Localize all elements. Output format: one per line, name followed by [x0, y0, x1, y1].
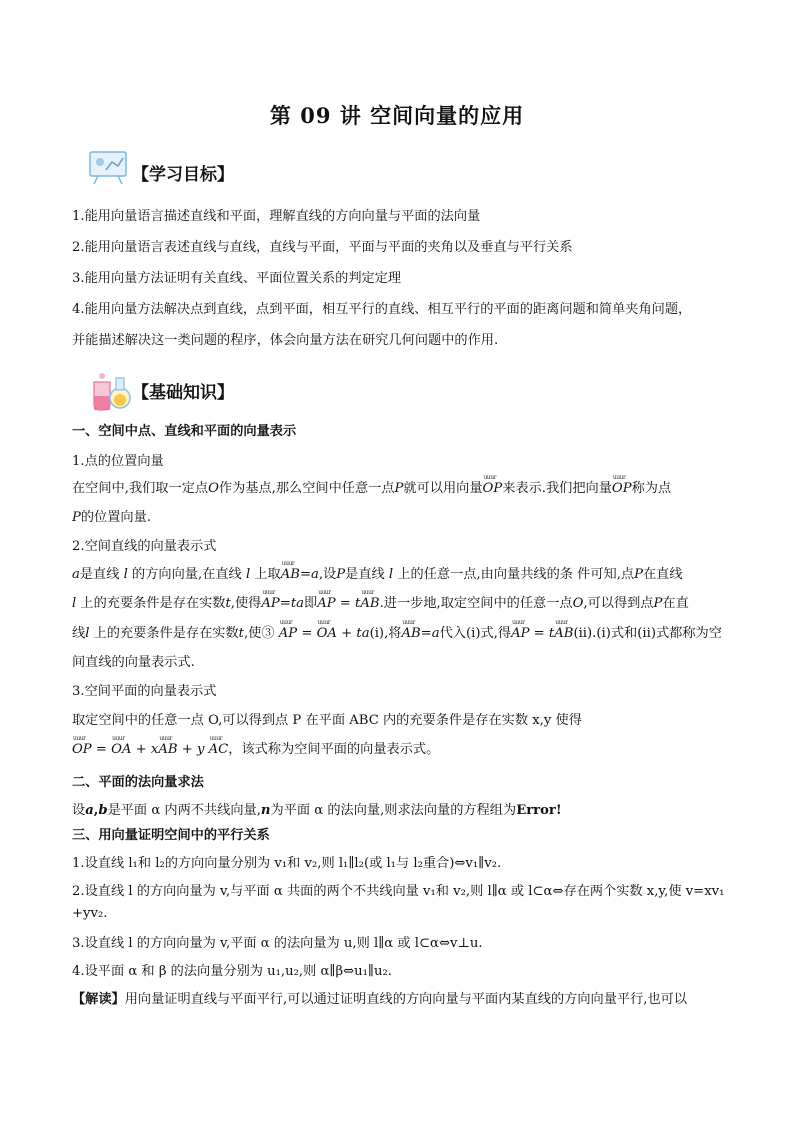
goal-item-4-cont: 并能描述解决这一类问题的程序，体会向量方法在研究几何问题中的作用. [72, 333, 499, 348]
paragraph-s2-line1: a是直线 l 的方向向量,在直线 l 上取uuur AB=a,设P是直线 l 上的任意一点,由向量共线的条 件可知,点P在直线 [72, 563, 683, 582]
paragraph-s2-line2: l 上的充要条件是存在实数t,使得uuur AP=ta即uuur AP = tuuur AB.进一步地,取定空间中的任意一点O,可以得到点P在直 [72, 592, 689, 611]
teaching-board-icon [88, 150, 136, 186]
section-label-goals: 【学习目标】 [132, 165, 234, 185]
flask-icon [88, 368, 136, 412]
heading-2: 二、平面的法向量求法 [72, 775, 204, 790]
paragraph-s3-line1: 取定空间中的任意一点 O,可以得到点 P 在平面 ABC 内的充要条件是存在实数 x,y 使得 [72, 713, 582, 728]
heading-3: 三、用向量证明空间中的平行关系 [72, 828, 270, 843]
parallel-item-4: 4.设平面 α 和 β 的法向量分别为 u₁,u₂,则 α∥β⇔u₁∥u₂. [72, 964, 392, 979]
paragraph-s1-line2: P的位置向量. [72, 510, 152, 525]
subheading-2: 2.空间直线的向量表示式 [72, 539, 217, 554]
paragraph-s2-line3: 线l 上的充要条件是存在实数t,使③ uuur AP = uuur OA + ta(i),将uuur AB=a代入(i)式,得uuur AP = tuuur AB(ii).(i)式和(ii)式都称为空 [72, 622, 722, 641]
parallel-item-3: 3.设直线 l 的方向向量为 v,平面 α 的法向量为 u,则 l∥α 或 l⊂α⇔v⊥u. [72, 936, 483, 951]
paragraph-s3-line2: uuur OP = uuur OA + xuuur AB + y uuur AC，该式称为空间平面的向量表示式。 [72, 738, 439, 757]
paragraph-normal-vector: 设a,b是平面 α 内两不共线向量,n为平面 α 的法向量,则求法向量的方程组为Error! [72, 803, 562, 818]
heading-1: 一、空间中点、直线和平面的向量表示 [72, 424, 297, 439]
section-label-basics: 【基础知识】 [132, 383, 234, 403]
page-title: 第 09 讲 空间向量的应用 [269, 103, 525, 128]
parallel-item-2-cont: +yv₂. [72, 906, 108, 921]
goal-item-1: 1.能用向量语言描述直线和平面，理解直线的方向向量与平面的法向量 [72, 209, 481, 224]
subheading-3: 3.空间平面的向量表示式 [72, 684, 217, 699]
subheading-1: 1.点的位置向量 [72, 454, 164, 469]
goal-item-2: 2.能用向量语言表述直线与直线，直线与平面，平面与平面的夹角以及垂直与平行关系 [72, 240, 573, 255]
parallel-item-2: 2.设直线 l 的方向向量为 v,与平面 α 共面的两个不共线向量 v₁和 v₂,则 l∥α 或 l⊂α⇔存在两个实数 x,y,使 v=xv₁ [72, 884, 725, 899]
parallel-item-1: 1.设直线 l₁和 l₂的方向向量分别为 v₁和 v₂,则 l₁∥l₂(或 l₁与 l₂重合)⇔v₁∥v₂. [72, 856, 502, 871]
goal-item-4: 4.能用向量方法解决点到直线，点到平面，相互平行的直线、相互平行的平面的距离问题和简单夹角问题， [72, 302, 692, 317]
goal-item-3: 3.能用向量方法证明有关直线、平面位置关系的判定定理 [72, 271, 402, 286]
paragraph-s1-line1: 在空间中,我们取一定点O作为基点,那么空间中任意一点P就可以用向量uuur OP来表示.我们把向量uuur OP称为点 [72, 477, 671, 496]
interpretation-paragraph: 【解读】用向量证明直线与平面平行,可以通过证明直线的方向向量与平面内某直线的方向向量平行,也可以 [72, 992, 688, 1007]
paragraph-s2-line4: 间直线的向量表示式. [72, 655, 195, 670]
